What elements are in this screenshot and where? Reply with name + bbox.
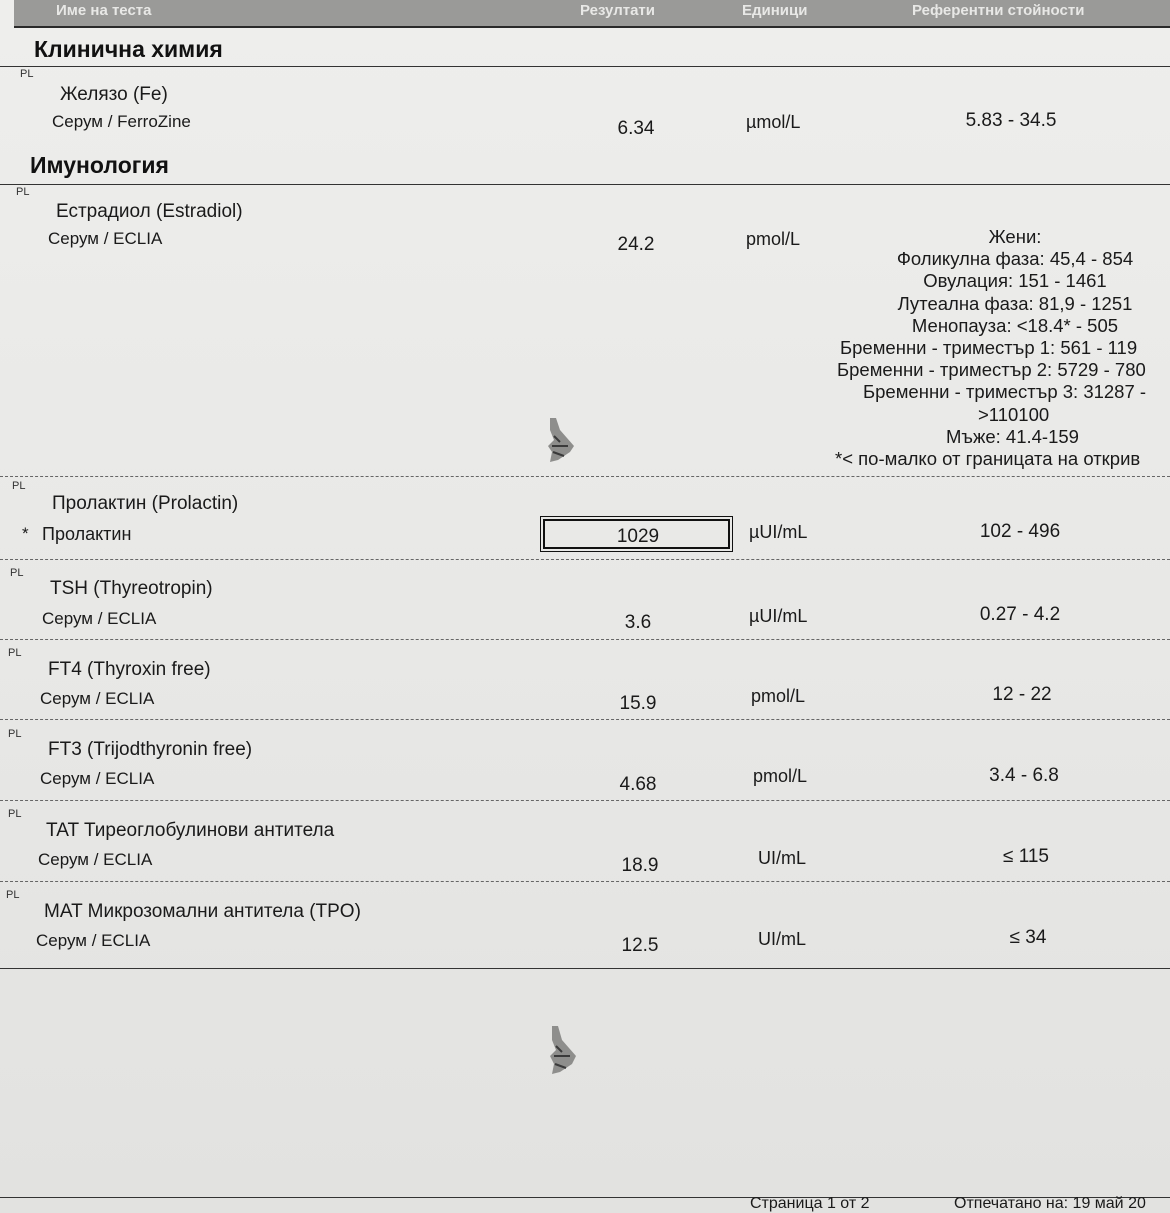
test-method-mat: Серум / ECLIA: [36, 931, 151, 950]
footer-printed: Отпечатано на: 19 май 20: [954, 1195, 1146, 1212]
result-tsh: 3.6: [624, 612, 652, 633]
row-divider: [0, 719, 1170, 720]
result-mat: 12.5: [621, 935, 659, 956]
section-title-chemistry: Клинична химия: [34, 36, 223, 62]
test-name-tsh: TSH (Thyreotropin): [50, 578, 213, 599]
test-method-estradiol: Серум / ECLIA: [48, 229, 163, 248]
unit-fe: µmol/L: [746, 112, 801, 132]
pl-mark: PL: [8, 808, 22, 820]
header-units: Единици: [742, 2, 808, 19]
unit-tsh: µUI/mL: [749, 606, 808, 626]
test-method-tsh: Серум / ECLIA: [42, 609, 157, 628]
result-prolactin: 1029: [616, 526, 660, 547]
result-ft3: 4.68: [619, 774, 657, 795]
header-test-name: Име на теста: [56, 2, 152, 19]
unit-tat: UI/mL: [758, 848, 807, 868]
ref-line: Лутеална фаза: 81,9 - 1251: [897, 292, 1133, 314]
ref-prolactin: 102 - 496: [979, 521, 1061, 542]
row-divider: [0, 559, 1170, 560]
test-name-ft4: FT4 (Thyroxin free): [48, 659, 211, 680]
unit-ft3: pmol/L: [753, 766, 808, 786]
test-name-prolactin: Пролактин (Prolactin): [52, 493, 239, 514]
row-divider: [0, 800, 1170, 801]
ref-ft3: 3.4 - 6.8: [989, 765, 1059, 786]
pl-mark: PL: [6, 889, 20, 901]
pl-mark: PL: [8, 728, 22, 740]
header-reference: Референтни стойности: [912, 2, 1085, 19]
ref-line: Бременни - триместър 3: 31287 -: [863, 381, 1147, 403]
flag-prolactin: *: [22, 524, 29, 543]
unit-estradiol: pmol/L: [746, 229, 801, 249]
test-name-estradiol: Естрадиол (Estradiol): [56, 201, 243, 222]
ref-line: Бременни - триместър 1: 561 - 119: [840, 336, 1138, 358]
section-rule: [0, 66, 1170, 67]
test-name-tat: TAT Тиреоглобулинови антитела: [46, 820, 335, 841]
result-fe: 6.34: [617, 118, 655, 139]
footer-page: Страница 1 от 2: [750, 1195, 870, 1212]
row-divider: [0, 639, 1170, 640]
table-end-rule: [0, 968, 1170, 969]
test-method-ft4: Серум / ECLIA: [40, 689, 155, 708]
table-header: [14, 0, 1170, 28]
section-rule: [0, 184, 1170, 185]
ref-line: >110100: [978, 403, 1050, 425]
unit-mat: UI/mL: [758, 929, 807, 949]
pl-mark: PL: [20, 68, 34, 80]
test-name-mat: MAT Микрозомални антитела (TPO): [44, 901, 361, 922]
ref-ft4: 12 - 22: [992, 684, 1052, 705]
ref-tsh: 0.27 - 4.2: [979, 604, 1061, 625]
ref-line: Жени:: [988, 226, 1042, 247]
test-name-fe: Желязо (Fe): [60, 84, 168, 105]
row-divider: [0, 881, 1170, 882]
ref-fe: 5.83 - 34.5: [965, 110, 1057, 131]
result-estradiol: 24.2: [617, 234, 655, 255]
ref-line: Фоликулна фаза: 45,4 - 854: [896, 248, 1134, 270]
test-method-prolactin: Пролактин: [42, 524, 132, 544]
test-method-tat: Серум / ECLIA: [38, 850, 153, 869]
ref-mat: ≤ 34: [1009, 927, 1047, 948]
stamp-icon: [546, 1024, 580, 1076]
pl-mark: PL: [10, 567, 24, 579]
header-results: Резултати: [580, 2, 655, 19]
test-method-fe: Серум / FerroZine: [52, 112, 191, 131]
ref-estradiol-block: [800, 226, 1170, 470]
ref-line: Овулация: 151 - 1461: [923, 270, 1107, 292]
unit-ft4: pmol/L: [751, 686, 806, 706]
row-divider: [0, 476, 1170, 477]
result-ft4: 15.9: [619, 693, 657, 714]
ref-tat: ≤ 115: [1003, 846, 1049, 867]
pl-mark: PL: [8, 647, 22, 659]
stamp-icon: [544, 416, 578, 464]
section-title-immunology: Имунология: [30, 152, 169, 178]
ref-line: *< по-малко от границата на открив: [835, 447, 1141, 469]
unit-prolactin: µUI/mL: [749, 522, 808, 542]
test-method-ft3: Серум / ECLIA: [40, 769, 155, 788]
ref-line: Мъже: 41.4-159: [946, 425, 1079, 447]
result-tat: 18.9: [621, 855, 659, 876]
pl-mark: PL: [12, 480, 26, 492]
ref-line: Бременни - триместър 2: 5729 - 780: [837, 359, 1146, 381]
test-name-ft3: FT3 (Trijodthyronin free): [48, 739, 253, 760]
pl-mark: PL: [16, 186, 30, 198]
ref-line: Менопауза: <18.4* - 505: [911, 314, 1119, 336]
